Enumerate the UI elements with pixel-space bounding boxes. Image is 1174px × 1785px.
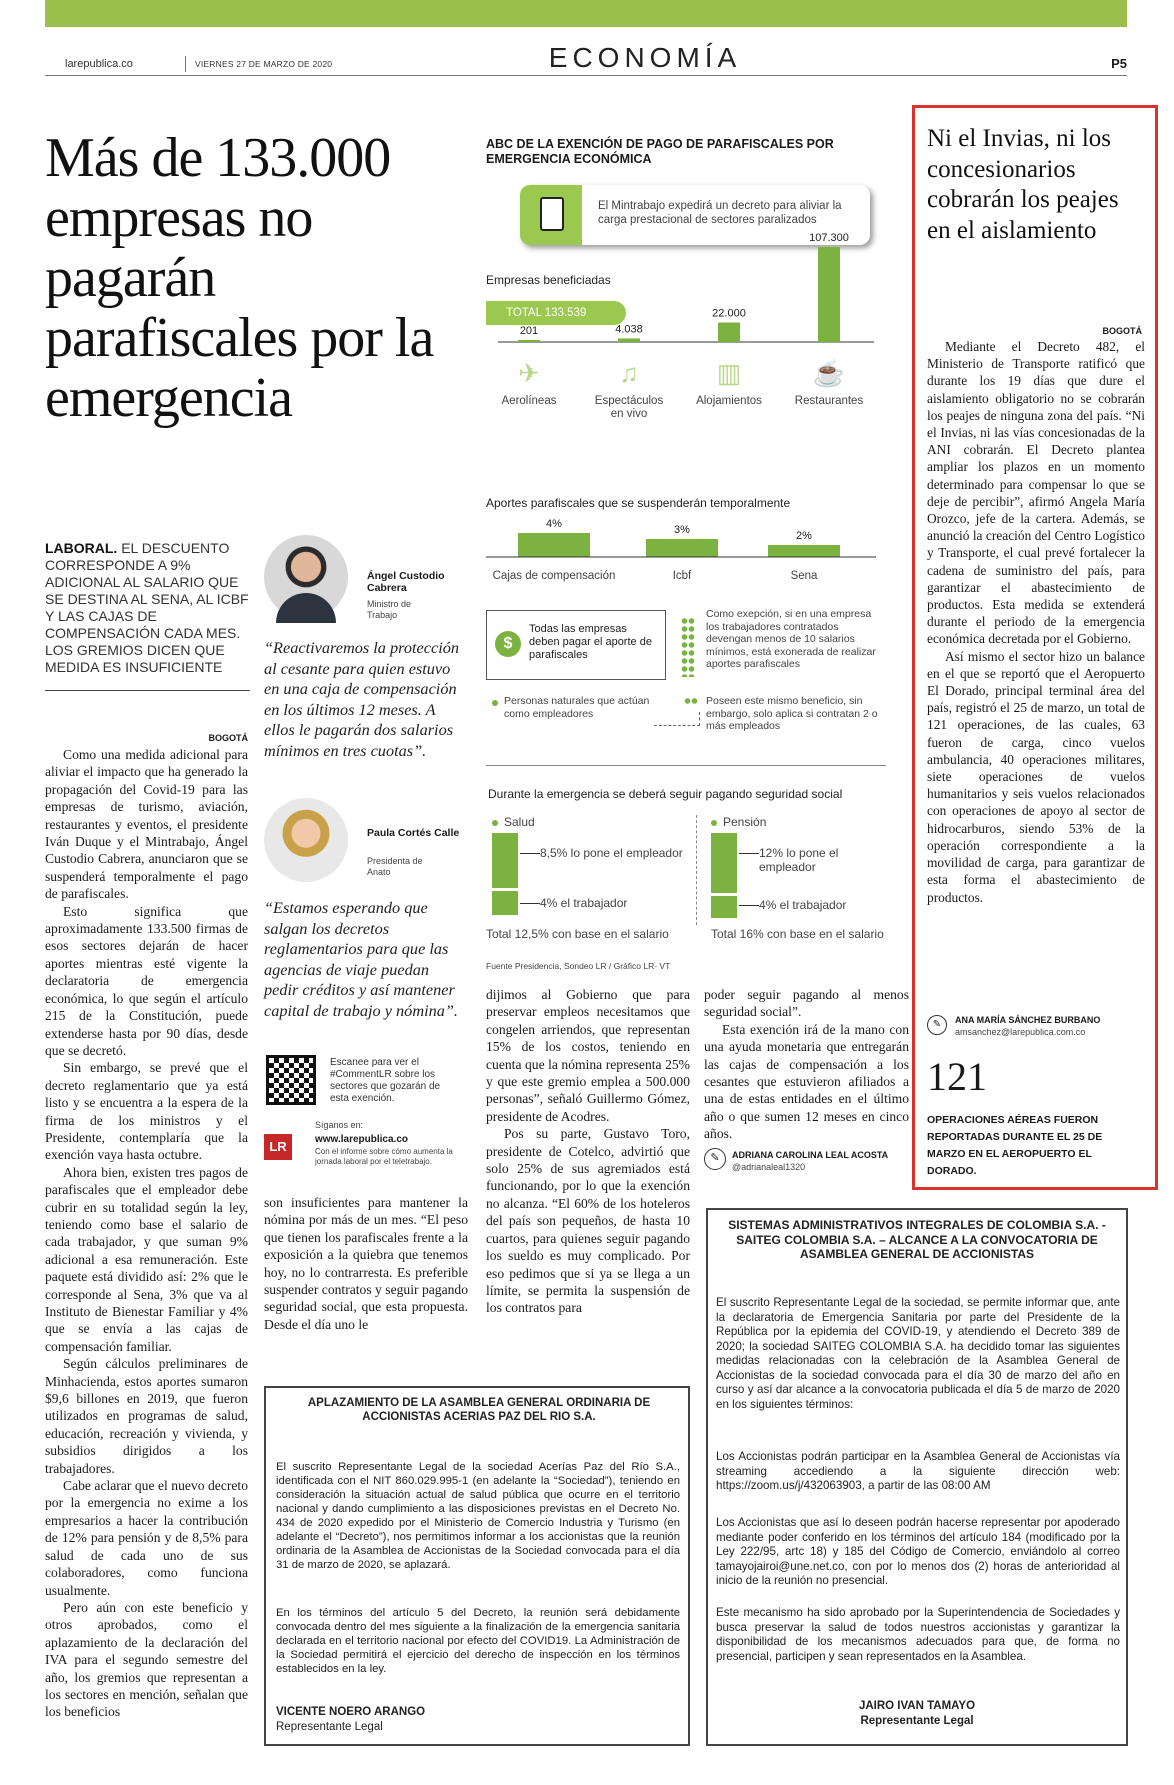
bar-value-0: 201 [519, 325, 539, 337]
top-color-bar [45, 0, 1127, 27]
sub-aportes: Aportes parafiscales que se suspenderán temporalmente [486, 496, 791, 510]
comment-icon: ✎ [927, 1015, 947, 1035]
salud-label: Salud [504, 815, 535, 829]
category-icon-2: ▥ [716, 359, 742, 388]
chart-source: Fuente Presidencia, Sondeo LR / Gráfico LR- VT [486, 961, 671, 971]
byline-1-handle[interactable]: @adrianaleal1320 [732, 1162, 806, 1172]
lead-kicker: LABORAL. [45, 540, 118, 556]
exception-2: Poseen este mismo beneficio, sin embargo, solo aplica si contratan 2 o más empleados [706, 695, 878, 732]
all-companies-box [486, 610, 666, 680]
aporte-value-0: 4% [546, 518, 562, 530]
salud-worker: 4% el trabajador [540, 896, 628, 910]
stat-caption: OPERACIONES AÉREAS FUERON REPORTADAS DURANTE EL 25 DE MARZO EN EL AEROPUERTO EL DORADO. [927, 1114, 1103, 1177]
salud-worker-bar [492, 891, 518, 915]
pension-worker: 4% el trabajador [759, 898, 847, 912]
pension-worker-bar [711, 896, 737, 918]
notice-acerias [264, 1386, 690, 1746]
natural-persons: Personas naturales que actúan como empleadores [504, 695, 650, 720]
article-col-2: son insuficientes para mantener la nómina por más de un mes. “El peso que tienen los parafiscales frente a la exposición a la quiebra que tenemos hoy, no lo contrarresta. Es preferible suspender contratos y seguir pagando seguridad social, que esta propuesta. Desde el día uno le [264, 1195, 468, 1332]
notice2-p2: Los Accionistas podrán participar en la Asamblea General de Accionistas vía streaming accediendo a la siguiente dirección web: https://zoom.us/j/432063903, a partir de las 08:00 AM [716, 1450, 1120, 1492]
article-col-3: dijimos al Gobierno que para preservar empleos necesitamos que congelen arriendos, que representan 15% de los costos, teniendo en cuenta que la nómina representa 25% y que este gremio emplea a 500.000 personas”, señaló Guillermo Gómez, presidente de Acodres. Pos su parte, Gustavo Toro, presidente de Cotelco, advirtió que solo 25% de sus agremiados está funcionando, por lo que la exención no alcanza. “El 60% de los hoteleros del país son pequeños, de hasta 10 cuartos, para quienes seguir pagando los sueldo es muy complicado. Por eso pedimos que si ya se llega a un límite, se permita la suspensión de los contratos para [486, 987, 690, 1316]
aporte-bar-2 [768, 545, 840, 557]
bar-value-2: 22.000 [712, 307, 746, 320]
notice1-p2: En los términos del artículo 5 del Decreto, la reunión será debidamente convocada dentro del mes siguiente a la finalización de la emergencia sanitaria declarada en el territorio nacional por efecto del COVID19. La Administración de la Sociedad permitirá el ejercicio del derecho de inspección en los términos establecidos en la ley. [276, 1607, 680, 1675]
comment-icon: ✎ [704, 1148, 726, 1170]
follow-site[interactable]: www.larepublica.co [315, 1134, 408, 1145]
bar-1 [618, 338, 640, 342]
bar-value-1: 4.038 [615, 323, 643, 336]
notice2-role: Representante Legal [860, 1715, 974, 1727]
lr-logo-icon: LR [264, 1134, 292, 1160]
person1-role: Ministro de Trabajo [367, 599, 412, 620]
category-label-1-0: Espectáculos [594, 395, 664, 407]
follow-note: Con el informe sobre cómo aumenta la jornada laboral por el teletrabajo. [315, 1147, 453, 1166]
sub-empresas: Empresas beneficiadas [486, 273, 611, 287]
dots-icon [681, 617, 695, 677]
qr-caption: Escanee para ver el #CommentLR sobre los sectores que gozarán de esta exención. [330, 1057, 441, 1104]
sidebar-dateline: BOGOTÁ [1102, 326, 1142, 336]
aporte-label-0: Cajas de compensación [492, 570, 616, 582]
person2-role: Presidenta de Anato [367, 856, 423, 877]
section-title: ECONOMÍA [548, 42, 742, 73]
lead-text: EL DESCUENTO CORRESPONDE A 9% ADICIONAL AL SALARIO QUE SE DESTINA AL SENA, AL ICBF Y LAS CAJAS DE COMPENSACIÓN CADA MES. LOS GREMIOS DICEN QUE MEDIDA ES INSUFICIENTE [45, 540, 249, 675]
byline-1: ADRIANA CAROLINA LEAL ACOSTA [732, 1150, 889, 1160]
pension-label: Pensión [723, 815, 767, 829]
callout-text: El Mintrabajo expedirá un decreto para aliviar la carga prestacional de sectores paralizados [598, 200, 842, 226]
aporte-label-2: Sena [790, 570, 818, 582]
notice2-p4: Este mecanismo ha sido aprobado por la Superintendencia de Sociedades y busca preservar la salud de todos nuestros accionistas y garantizar la disponibilidad de los mecanismos adecuados para que, de forma no presencial, participen y sean representados en la Asamblea. [716, 1606, 1120, 1663]
notice1-sign: VICENTE NOERO ARANGO [276, 1706, 426, 1718]
sidebar-title: Ni el Invias, ni los concesionarios cobrarán los peajes en el aislamiento [927, 125, 1119, 244]
money-icon: $ [495, 631, 521, 657]
follow-label: Síganos en: [315, 1120, 364, 1130]
page-header [45, 42, 1127, 76]
sidebar-peajes [912, 105, 1158, 1190]
article-col-1: Como una medida adicional para aliviar el impacto que ha generado la propagación del Covid-19 para las empresas de turismo, aviación, restaurantes y eventos, el presidente Iván Duque y el Mintrabajo, Ángel Custodio Cabrera, anunciaron que se suspenderá temporalmente el pago de parafiscales. Esto significa que aproximadamente 133.500 firmas de esos sectores dejarán de hacer aportes mientras esté vigente la declaratoria de emergencia económica, lo que según el artículo 215 de la Constitución, puede extenderse hasta por 90 días, desde que se decretó. Sin embargo, se prevé que el decreto reglamentario que ya está listo y se encuentra a la espera de la firma de los ministros y el Presidente, contemplaría que la exención vaya hasta octubre. Ahora bien, existen tres pagos de parafiscales que el empleador debe cubrir en su totalidad según la ley, teniendo como base el salario de cada trabajador, y que suman 9% adicional a esa remuneración. Este paquete está dividido así: 2% que le corresponde al Sena, 3% que va al Instituto de Bienestar Familiar y 4% que se envía a las cajas de compensación familiar. Según cálculos preliminares de Minhacienda, estos aportes sumaron $9,6 billones en 2019, que fueron utilizados en programas de salud, educación, recreación y vivienda, y subsidios dirigidos a los trabajadores. Cabe aclarar que el nuevo decreto por la emergencia no exime a los empresarios a hacer la contribución de 12% para pensión y de 8,5% para salud de cada uno de sus colaboradores, como funciona usualmente. Pero aún con este beneficio y otros aprobados, como el aplazamiento de la declaración del IVA para el segundo semestre del año, los gremios que representan a los sectores en mención, señalan que los beneficios [45, 747, 248, 1720]
person2-name: Paula Cortés Calle [367, 827, 460, 839]
bar-0 [518, 340, 540, 342]
aporte-value-1: 3% [674, 524, 690, 536]
qr-code-icon[interactable] [266, 1055, 316, 1105]
all-companies-text: Todas las empresas deben pagar el aporte de parafiscales [529, 623, 652, 661]
notice2-p3: Los Accionistas que así lo deseen podrán hacerse representar por apoderado mediante poder conferido en los términos del artículo 184 (modificado por la Ley 222/95, artc 18) y 185 del Código de Comercio, enviándolo al correo tamayojairoi@une.net.co, con por lo menos dos (2) horas de anterioridad al inicio de la reunión no presencial. [716, 1516, 1120, 1587]
issue-date: VIERNES 27 DE MARZO DE 2020 [195, 59, 333, 69]
aportes-bar-chart [486, 505, 886, 585]
notice2-title: SISTEMAS ADMINISTRATIVOS INTEGRALES DE COLOMBIA S.A. - SAITEG COLOMBIA S.A. – ALCANCE A LA CONVOCATORIA DE ASAMBLEA GENERAL DE ACCIONISTAS [728, 1218, 1106, 1261]
bar-3 [818, 247, 840, 342]
sidebar-email[interactable]: amsanchez@larepublica.com.co [955, 1027, 1086, 1037]
pension-total: Total 16% con base en el salario [711, 927, 884, 941]
pension-employer-bar [711, 833, 737, 893]
person1-name: Ángel Custodio Cabrera [367, 570, 445, 594]
sub-seguridad: Durante la emergencia se deberá seguir pagando seguridad social [488, 787, 843, 801]
empresas-bar-chart [486, 232, 886, 480]
document-icon [540, 197, 564, 231]
category-label-2-0: Alojamientos [696, 395, 762, 407]
sidebar-byline: ANA MARÍA SÁNCHEZ BURBANO [955, 1015, 1101, 1025]
category-label-3-0: Restaurantes [794, 395, 864, 407]
notice1-role: Representante Legal [276, 1721, 383, 1733]
total-badge: TOTAL 133.539 [486, 301, 626, 325]
pension-employer: 12% lo pone el empleador [759, 846, 839, 874]
site-name[interactable]: larepublica.co [65, 58, 133, 70]
category-icon-3: ☕ [812, 359, 846, 388]
notice2-p1: El suscrito Representante Legal de la sociedad, se permite informar que, ante la declaratoria de Emergencia Sanitaria por parte del Presidente de la República por la epidemia del COVID-19, y atendiendo el Decreto 389 de 2020; la sociedad SAITEG COLOMBIA S.A. ha decidido tomar las siguientes medidas relacionadas con la celebración de la Asamblea General de Accionistas de la sociedad convocada para el día 30 de marzo del año en curso y así dar alcance a la convocatoria publicada el día 5 de marzo de 2020 en los siguientes términos: [716, 1296, 1120, 1411]
salud-employer-bar [492, 833, 518, 888]
page-number: P5 [1111, 56, 1127, 71]
sidebar-body: Mediante el Decreto 482, el Ministerio de Transporte ratificó que durante los 19 días que dure el aislamiento obligatorio no se cobrarán los peajes de ninguna zona del país. “Ni el Invias, ni las vías concesionadas de la ANI cobrarán. El Decreto plantea ampliar los plazos en un momento determinado para compensar lo que se deje de percibir”, afirmó Angela María Orozco, jefe de la cartera. Además, se anunció la creación del Centro Logístico y Transporte, el cual prevé fortalecer la cadena de suministro del país, para garantizar el abastecimiento de productos. Esta medida se extenderá durante el periodo de la emergencia económica decretada por el Gobierno. Así mismo el sector hizo un balance en el que se reportó que el Aeropuerto El Dorado, principal terminal área del país, registró el 25 de marzo, un total de 121 operaciones, de las cuales, 63 fueron de carga, cinco vuelos ambulancia, 40 operaciones militares, siete operaciones de vuelos humanitarios y seis vuelos relacionados con operaciones de apoyo al sector de hidrocarburos, siendo 53% de la operación correspondiente a la movilidad de carga, para garantizar de esta forma el abastecimiento de productos. [927, 339, 1145, 905]
lead-summary [45, 540, 255, 676]
aporte-bar-1 [646, 539, 718, 557]
notice1-title: APLAZAMIENTO DE LA ASAMBLEA GENERAL ORDINARIA DE ACCIONISTAS ACERIAS PAZ DEL RIO S.A. [307, 1397, 651, 1423]
notice1-p1: El suscrito Representante Legal de la sociedad Acerías Paz del Río S.A., identificada con el NIT 860.029.995-1 (en adelante la “Sociedad”), teniendo en consideración la situación actual de salud pública que ocurre en el territorio nacional y dando cumplimiento a las disposiciones previstas en el Decreto No. 434 de 2020 expedido por el Ministerio de Comercio Industria y Turismo (en adelante el “Decreto”), nos permitimos informar a los accionistas que la reunión ordinaria de la Asamblea de Accionistas de la Sociedad convocada para el día 31 de marzo de 2020, se aplazará. [276, 1461, 680, 1571]
notice2-sign: JAIRO IVAN TAMAYO [858, 1700, 976, 1712]
infographic [486, 125, 886, 985]
article-col-4: poder seguir pagando al menos seguridad social”. Esta exención irá de la mano con una ayuda monetaria que entregarán las cajas de compensación a los cesantes que estuvieron afiliados a una de estas entidades en el último año o que sumen 12 meses en cinco años. [704, 987, 909, 1142]
avatar-angel-cabrera [264, 535, 348, 619]
category-icon-1: ♫ [619, 359, 639, 388]
quote-2: “Estamos esperando que salgan los decretos reglamentarios para que las agencias de viaje puedan pedir créditos y así mantener capital de trabajo y nómina”. [264, 898, 459, 1020]
category-label-1-1: en vivo [610, 408, 648, 420]
category-icon-0: ✈ [518, 359, 540, 388]
bar-value-3: 107.300 [809, 232, 849, 244]
headline: Más de 133.000 empresas no pagarán parafiscales por la emergencia [45, 127, 434, 429]
dateline: BOGOTÁ [208, 733, 248, 743]
category-label-0-0: Aerolíneas [501, 395, 557, 407]
bar-2 [718, 323, 740, 342]
salud-total: Total 12,5% con base en el salario [486, 927, 669, 941]
aporte-value-2: 2% [796, 530, 812, 542]
chart-title: ABC DE LA EXENCIÓN DE PAGO DE PARAFISCALES POR EMERGENCIA ECONÓMICA [486, 137, 834, 166]
notice-saiteg [706, 1208, 1128, 1746]
salud-employer: 8,5% lo pone el empleador [540, 846, 683, 860]
exception-1: Como exepción, si en una empresa los trabajadores contratados devengan menos de 10 salarios mínimos, está exonerada de realizar aportes parafiscales [706, 608, 876, 670]
aporte-label-1: Icbf [672, 570, 692, 582]
aporte-bar-0 [518, 533, 590, 557]
stat-number: 121 [927, 1054, 987, 1099]
avatar-paula-cortes [264, 798, 348, 882]
quote-1: “Reactivaremos la protección al cesante para quien estuvo en una caja de compensación en los últimos 12 meses. A ellos le pagarán dos salarios mínimos en tres cuotas”. [264, 638, 460, 760]
